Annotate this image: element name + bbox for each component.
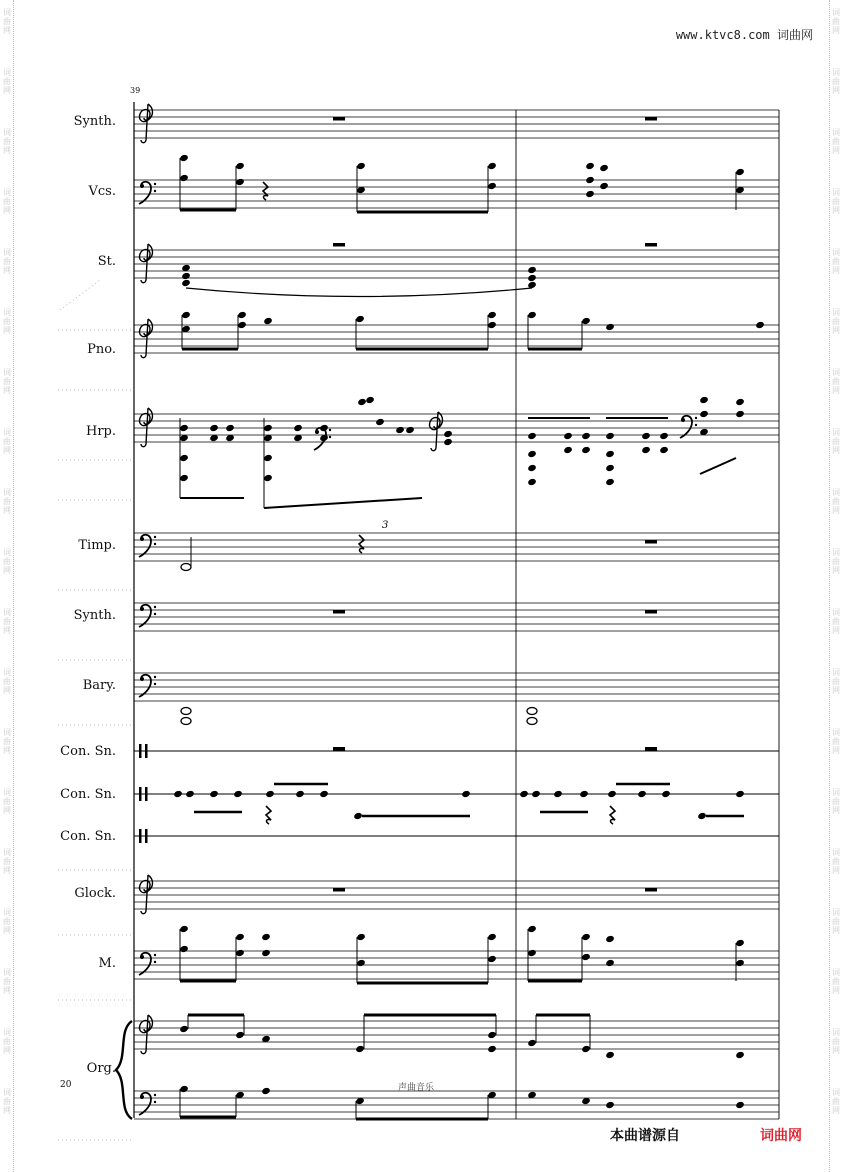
instrument-label-synth-2: Synth. bbox=[73, 608, 116, 623]
watermark-glyph: 网 bbox=[832, 626, 840, 635]
measure-number: 39 bbox=[130, 86, 141, 95]
instrument-label-con-sn-2: Con. Sn. bbox=[60, 787, 116, 802]
watermark-glyph: 词 bbox=[3, 308, 11, 317]
watermark-glyph: 曲 bbox=[832, 617, 840, 626]
watermark-glyph: 曲 bbox=[832, 1097, 840, 1106]
watermark-glyph: 网 bbox=[3, 446, 11, 455]
watermark-glyph: 词 bbox=[832, 788, 840, 797]
watermark-glyph: 曲 bbox=[3, 677, 11, 686]
watermark-glyph: 曲 bbox=[832, 797, 840, 806]
watermark-glyph: 曲 bbox=[3, 497, 11, 506]
watermark-glyph: 曲 bbox=[832, 17, 840, 26]
watermark-glyph: 词 bbox=[832, 848, 840, 857]
watermark-glyph: 词 bbox=[832, 8, 840, 17]
watermark-glyph: 词 bbox=[3, 368, 11, 377]
watermark-glyph: 曲 bbox=[832, 917, 840, 926]
watermark-glyph: 词 bbox=[832, 1028, 840, 1037]
watermark-glyph: 曲 bbox=[832, 677, 840, 686]
watermark-glyph: 网 bbox=[832, 266, 840, 275]
watermark-glyph: 曲 bbox=[832, 137, 840, 146]
watermark-glyph: 词 bbox=[832, 188, 840, 197]
instrument-label-hrp: Hrp. bbox=[85, 424, 116, 439]
watermark-glyph: 网 bbox=[3, 1046, 11, 1055]
instrument-label-con-sn-3: Con. Sn. bbox=[60, 829, 116, 844]
footer-brand[interactable]: 词曲网 bbox=[760, 1128, 802, 1144]
watermark-glyph: 网 bbox=[832, 1106, 840, 1115]
watermark-glyph: 网 bbox=[832, 86, 840, 95]
watermark-glyph: 网 bbox=[3, 866, 11, 875]
watermark-glyph: 词 bbox=[832, 968, 840, 977]
watermark-glyph: 词 bbox=[3, 128, 11, 137]
watermark-glyph: 词 bbox=[3, 848, 11, 857]
watermark-glyph: 曲 bbox=[832, 257, 840, 266]
watermark-glyph: 曲 bbox=[3, 797, 11, 806]
site-url[interactable]: www.ktvc8.com bbox=[675, 28, 770, 42]
watermark-glyph: 词 bbox=[3, 188, 11, 197]
watermark-glyph: 词 bbox=[3, 968, 11, 977]
watermark-glyph: 网 bbox=[3, 926, 11, 935]
page-number: 20 bbox=[60, 1080, 72, 1090]
watermark-glyph: 曲 bbox=[3, 1097, 11, 1106]
watermark-glyph: 词 bbox=[832, 608, 840, 617]
footer-source-text: 本曲谱源自 bbox=[610, 1128, 680, 1144]
watermark-glyph: 曲 bbox=[3, 377, 11, 386]
instrument-label-synth: Synth. bbox=[73, 114, 116, 129]
watermark-glyph: 网 bbox=[3, 986, 11, 995]
instrument-label-pno: Pno. bbox=[87, 342, 116, 357]
watermark-glyph: 词 bbox=[832, 128, 840, 137]
watermark-glyph: 曲 bbox=[3, 917, 11, 926]
watermark-glyph: 词 bbox=[832, 908, 840, 917]
watermark-glyph: 曲 bbox=[3, 737, 11, 746]
watermark-glyph: 网 bbox=[3, 566, 11, 575]
watermark-glyph: 词 bbox=[3, 788, 11, 797]
watermark-glyph: 词 bbox=[3, 1088, 11, 1097]
watermark-glyph: 网 bbox=[832, 746, 840, 755]
watermark-glyph: 词 bbox=[832, 308, 840, 317]
watermark-glyph: 网 bbox=[832, 446, 840, 455]
watermark-glyph: 曲 bbox=[832, 857, 840, 866]
watermark-glyph: 曲 bbox=[3, 977, 11, 986]
watermark-glyph: 词 bbox=[832, 248, 840, 257]
watermark-glyph: 网 bbox=[3, 806, 11, 815]
instrument-label-timp: Timp. bbox=[78, 538, 116, 553]
watermark-glyph: 网 bbox=[832, 146, 840, 155]
watermark-glyph: 词 bbox=[3, 488, 11, 497]
watermark-glyph: 曲 bbox=[3, 857, 11, 866]
watermark-glyph: 曲 bbox=[3, 317, 11, 326]
watermark-glyph: 曲 bbox=[3, 617, 11, 626]
watermark-glyph: 网 bbox=[832, 1046, 840, 1055]
watermark-glyph: 词 bbox=[3, 668, 11, 677]
watermark-glyph: 词 bbox=[3, 68, 11, 77]
watermark-glyph: 词 bbox=[3, 1028, 11, 1037]
watermark-glyph: 词 bbox=[832, 728, 840, 737]
watermark-glyph: 网 bbox=[3, 386, 11, 395]
watermark-glyph: 曲 bbox=[832, 497, 840, 506]
watermark-glyph: 曲 bbox=[832, 437, 840, 446]
instrument-label-con-sn-1: Con. Sn. bbox=[60, 744, 116, 759]
svg-text:3: 3 bbox=[382, 520, 389, 531]
watermark-glyph: 曲 bbox=[3, 197, 11, 206]
watermark-glyph: 曲 bbox=[832, 377, 840, 386]
watermark-glyph: 曲 bbox=[3, 437, 11, 446]
watermark-glyph: 曲 bbox=[832, 977, 840, 986]
instrument-label-vcs: Vcs. bbox=[88, 184, 116, 199]
watermark-glyph: 曲 bbox=[832, 557, 840, 566]
watermark-glyph: 网 bbox=[832, 206, 840, 215]
watermark-glyph: 网 bbox=[3, 326, 11, 335]
watermark-glyph: 网 bbox=[3, 686, 11, 695]
site-name: 词曲网 bbox=[776, 28, 813, 42]
watermark-glyph: 词 bbox=[832, 368, 840, 377]
watermark-glyph: 网 bbox=[3, 746, 11, 755]
watermark-glyph: 词 bbox=[832, 1088, 840, 1097]
watermark-glyph: 曲 bbox=[3, 1037, 11, 1046]
watermark-glyph: 网 bbox=[3, 1106, 11, 1115]
watermark-glyph: 网 bbox=[832, 686, 840, 695]
watermark-glyph: 网 bbox=[832, 866, 840, 875]
instrument-label-m: M. bbox=[98, 956, 116, 971]
watermark-glyph: 网 bbox=[832, 386, 840, 395]
watermark-glyph: 曲 bbox=[3, 17, 11, 26]
watermark-glyph: 词 bbox=[3, 908, 11, 917]
watermark-glyph: 曲 bbox=[3, 557, 11, 566]
watermark-glyph: 网 bbox=[832, 806, 840, 815]
watermark-glyph: 网 bbox=[832, 566, 840, 575]
watermark-glyph: 网 bbox=[832, 986, 840, 995]
watermark-glyph: 网 bbox=[832, 26, 840, 35]
watermark-glyph: 词 bbox=[832, 488, 840, 497]
watermark-glyph: 网 bbox=[3, 206, 11, 215]
watermark-glyph: 网 bbox=[3, 146, 11, 155]
watermark-glyph: 网 bbox=[832, 326, 840, 335]
watermark-glyph: 词 bbox=[832, 548, 840, 557]
watermark-glyph: 曲 bbox=[3, 137, 11, 146]
watermark-glyph: 曲 bbox=[3, 77, 11, 86]
watermark-glyph: 网 bbox=[3, 86, 11, 95]
watermark-glyph: 网 bbox=[3, 506, 11, 515]
watermark-glyph: 曲 bbox=[832, 197, 840, 206]
watermark-glyph: 曲 bbox=[832, 77, 840, 86]
watermark-glyph: 词 bbox=[3, 248, 11, 257]
instrument-label-bary: Bary. bbox=[82, 678, 116, 693]
watermark-glyph: 曲 bbox=[832, 737, 840, 746]
instrument-label-glock: Glock. bbox=[74, 886, 116, 901]
watermark-glyph: 词 bbox=[832, 668, 840, 677]
watermark-glyph: 词 bbox=[3, 608, 11, 617]
watermark-glyph: 词 bbox=[3, 8, 11, 17]
footer-center-text: 声曲音乐 bbox=[398, 1083, 435, 1093]
watermark-glyph: 词 bbox=[832, 68, 840, 77]
watermark-glyph: 词 bbox=[832, 428, 840, 437]
watermark-glyph: 曲 bbox=[832, 1037, 840, 1046]
watermark-glyph: 词 bbox=[3, 428, 11, 437]
watermark-glyph: 曲 bbox=[832, 317, 840, 326]
watermark-glyph: 网 bbox=[3, 26, 11, 35]
watermark-glyph: 网 bbox=[832, 506, 840, 515]
watermark-glyph: 网 bbox=[832, 926, 840, 935]
instrument-label-org: Org. bbox=[86, 1061, 116, 1076]
instrument-label-st: St. bbox=[97, 254, 116, 269]
watermark-glyph: 词 bbox=[3, 548, 11, 557]
watermark-glyph: 曲 bbox=[3, 257, 11, 266]
watermark-glyph: 网 bbox=[3, 266, 11, 275]
watermark-glyph: 词 bbox=[3, 728, 11, 737]
watermark-glyph: 网 bbox=[3, 626, 11, 635]
